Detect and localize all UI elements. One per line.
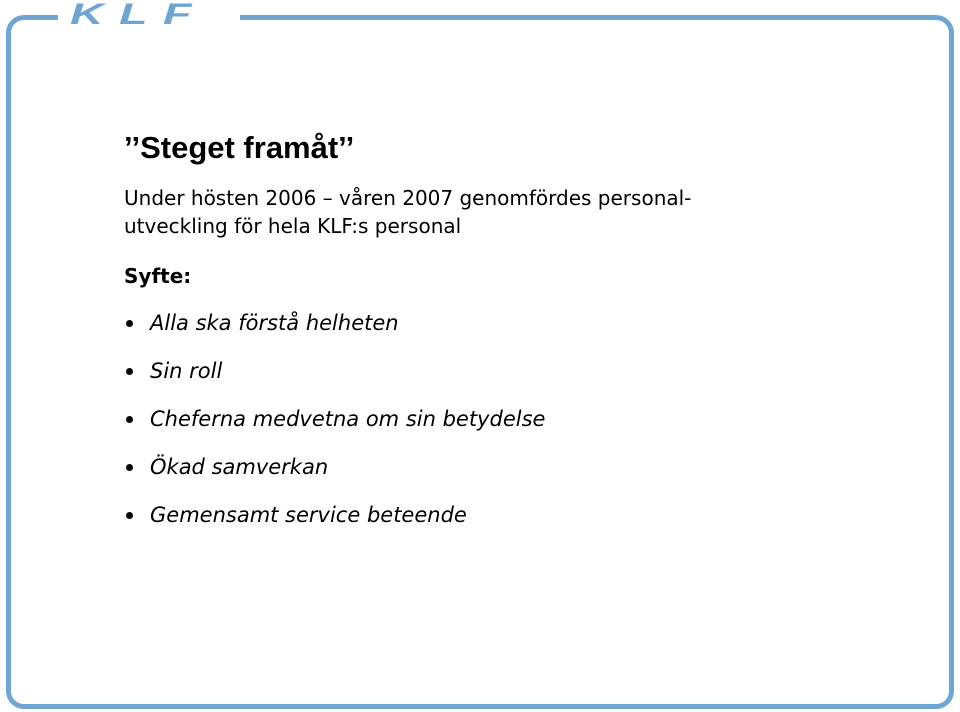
intro-line-2: utveckling för hela KLF:s personal [124,214,462,238]
bullet-text: Sin roll [150,359,223,383]
bullet-dot-icon [126,368,133,375]
bullet-item [124,356,545,404]
klf-logo: KLF [70,0,207,31]
bullet-text: Gemensamt service beteende [150,503,467,527]
bullet-item [124,452,545,500]
bullet-item [124,308,545,356]
bullet-item [124,500,545,548]
bullet-item [124,404,545,452]
bullet-dot-icon [126,320,133,327]
intro-line-1: Under hösten 2006 – våren 2007 genomfördes personal- [124,186,692,210]
bullet-dot-icon [126,464,133,471]
bullet-dot-icon [126,416,133,423]
bullet-list [124,308,545,548]
bullet-text: Alla ska förstå helheten [150,311,399,335]
bullet-text: Cheferna medvetna om sin betydelse [150,407,546,431]
intro-paragraph [124,184,824,240]
bullet-dot-icon [126,512,133,519]
slide-title: ’’Steget framåt’’ [124,130,355,165]
purpose-label: Syfte: [124,264,192,288]
bullet-text: Ökad samverkan [150,455,329,479]
